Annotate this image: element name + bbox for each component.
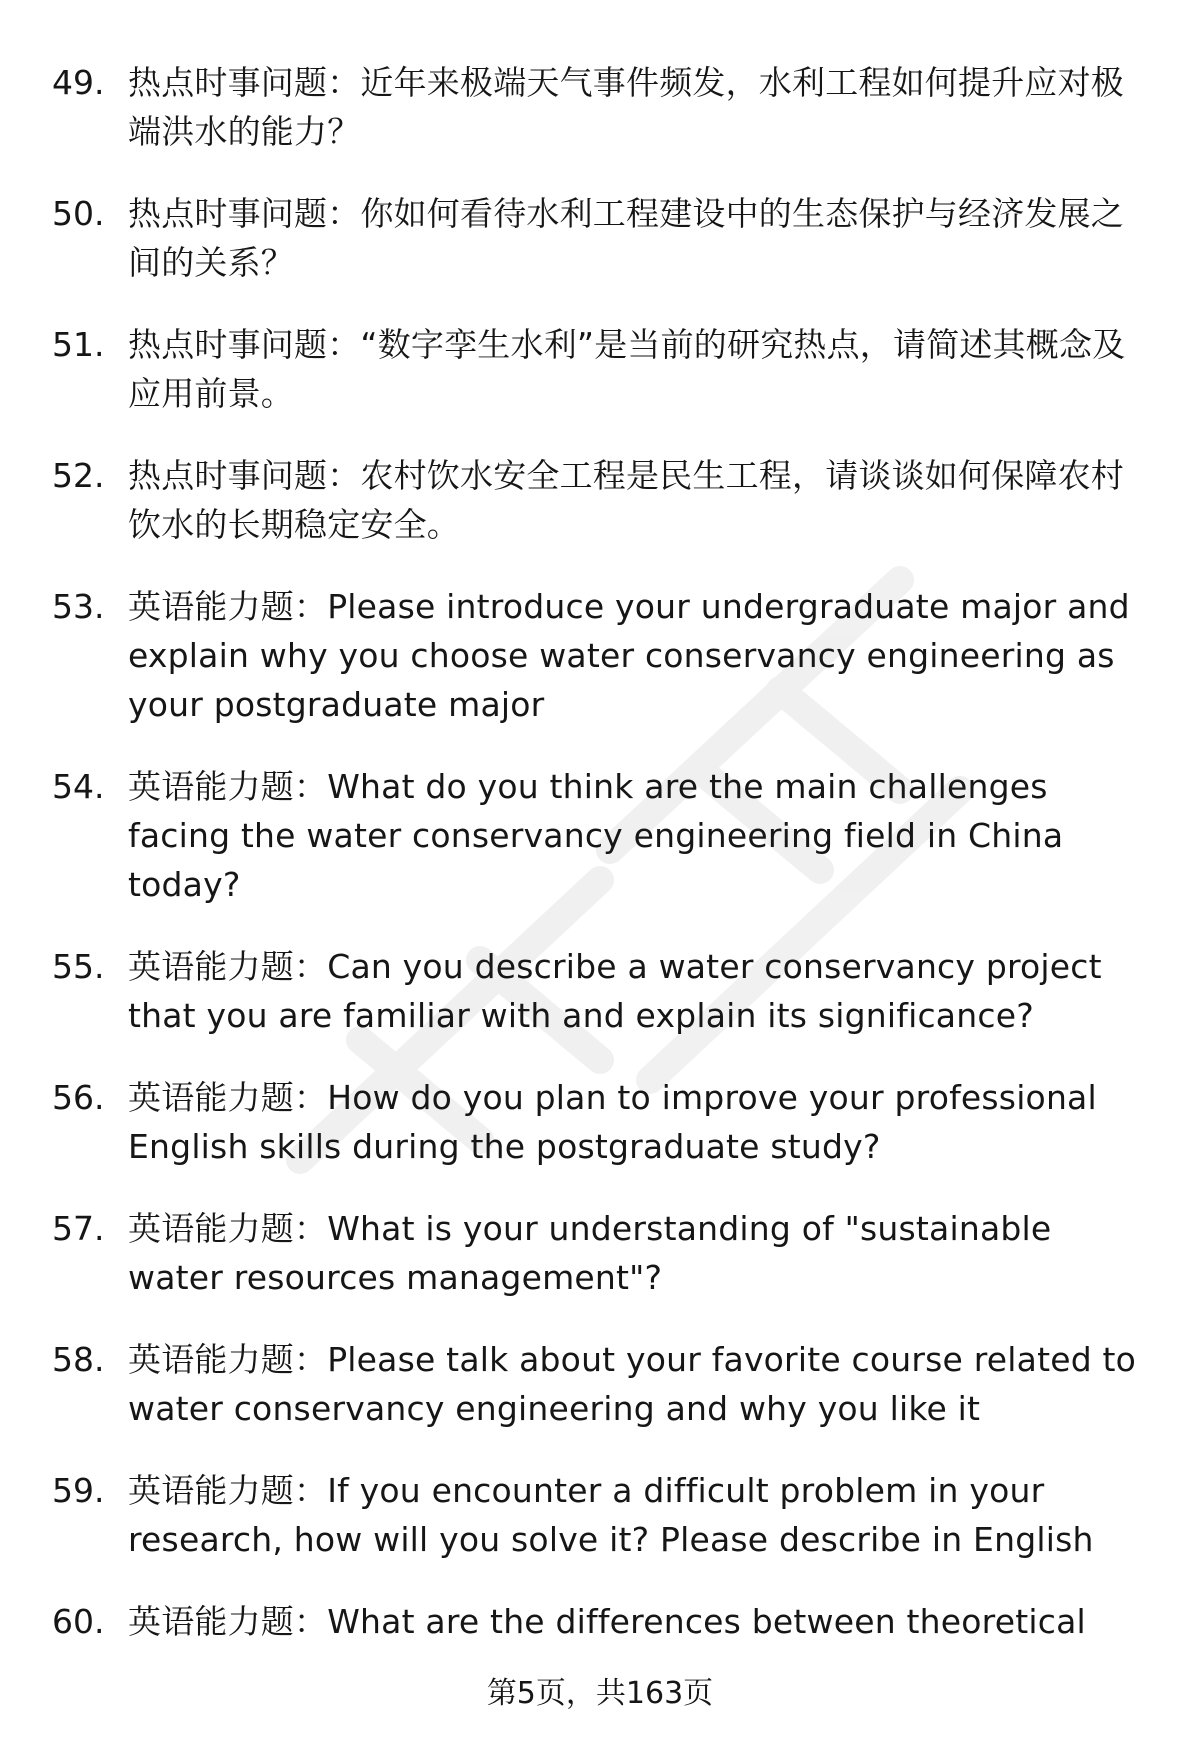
question-number: 55.: [52, 947, 105, 986]
question-text: 热点时事问题：“数字孪生水利”是当前的研究热点，请简述其概念及应用前景。: [128, 325, 1126, 413]
question-text: 热点时事问题：近年来极端天气事件频发，水利工程如何提升应对极端洪水的能力？: [128, 63, 1124, 151]
question-text: 热点时事问题：你如何看待水利工程建设中的生态保护与经济发展之间的关系？: [128, 194, 1124, 282]
question-number: 56.: [52, 1078, 105, 1117]
question-item: [52, 451, 1152, 549]
question-list: [52, 58, 1152, 1646]
question-number: 58.: [52, 1340, 105, 1379]
question-item: [52, 189, 1152, 287]
page-footer: 第5页，共163页: [486, 1676, 714, 1711]
question-number: 52.: [52, 456, 105, 495]
question-item: [52, 1073, 1152, 1171]
question-item: [52, 320, 1152, 418]
question-item: [52, 1204, 1152, 1302]
question-number: 49.: [52, 63, 105, 102]
question-text: 英语能力题：How do you plan to improve your professional English skills during the postgraduate study?: [128, 1078, 1097, 1166]
question-item: [52, 942, 1152, 1040]
question-number: 51.: [52, 325, 105, 364]
question-number: 57.: [52, 1209, 105, 1248]
question-item: [52, 58, 1152, 156]
question-number: 53.: [52, 587, 105, 626]
question-number: 54.: [52, 767, 105, 806]
question-item: [52, 582, 1152, 729]
question-number: 50.: [52, 194, 105, 233]
question-item: [52, 1466, 1152, 1564]
question-number: 59.: [52, 1471, 105, 1510]
question-text: 英语能力题：Please introduce your undergraduate major and explain why you choose water conservancy engineering as your postgraduate major: [128, 587, 1130, 724]
question-text: 英语能力题：If you encounter a difficult problem in your research, how will you solve it? Please describe in English: [128, 1471, 1094, 1559]
question-item: [52, 1335, 1152, 1433]
question-item: [52, 1597, 1152, 1646]
question-text: 英语能力题：What are the differences between theoretical: [128, 1602, 1086, 1641]
question-item: [52, 762, 1152, 909]
question-text: 热点时事问题：农村饮水安全工程是民生工程，请谈谈如何保障农村饮水的长期稳定安全。: [128, 456, 1124, 544]
question-text: 英语能力题：Please talk about your favorite course related to water conservancy engineering and why you like it: [128, 1340, 1137, 1428]
question-text: 英语能力题：What do you think are the main challenges facing the water conservancy engineering field in China today?: [128, 767, 1064, 904]
question-number: 60.: [52, 1602, 105, 1641]
question-text: 英语能力题：Can you describe a water conservancy project that you are familiar with and explain its significance?: [128, 947, 1102, 1035]
question-text: 英语能力题：What is your understanding of "sustainable water resources management"?: [128, 1209, 1052, 1297]
